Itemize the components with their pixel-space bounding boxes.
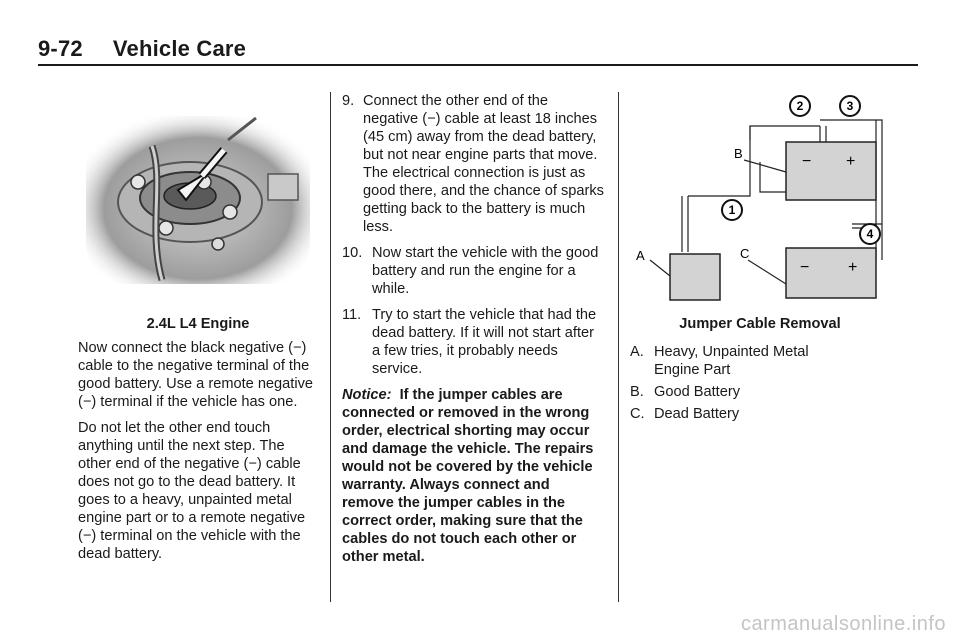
watermark: carmanualsonline.info [740, 613, 946, 635]
notice-text: If the jumper cables are connected or removed in the wrong order, electrical shorting may occur and damage the vehicle. The repairs would not be covered by the vehicle warranty. Always connect and remove the jumper cables in the correct order, making sure that the cables do not touch each other or other metal. [342, 387, 594, 565]
column-divider-2 [618, 92, 619, 602]
engine-illustration [78, 110, 318, 290]
label-a: A [636, 248, 645, 263]
paragraph-connect: Now connect the black negative (−) cable to the negative terminal of the good battery. Use a remote negative (−) terminal if the vehicle has one. [78, 340, 313, 410]
engine-caption: 2.4L L4 Engine [146, 316, 250, 332]
label-b: B [734, 146, 743, 161]
dead-battery-minus: − [800, 259, 810, 276]
header-rule [38, 64, 918, 66]
diagram-caption: Jumper Cable Removal [679, 316, 841, 332]
notice [342, 386, 604, 566]
page-header [38, 36, 246, 62]
step-10 [342, 244, 604, 298]
paragraph-warning: Do not let the other end touch anything until the next step. The other end of the negative (−) cable does not go to the dead battery. It goes to a heavy, unpainted metal engine part or to a remote negative (−) terminal on the vehicle with the dead battery. [78, 420, 306, 562]
legend-item-b [630, 383, 920, 401]
step-4-badge: 4 [866, 227, 874, 241]
step-number: 11. [342, 307, 362, 323]
step-number: 9. [342, 93, 355, 109]
notice-label: Notice: [342, 387, 392, 403]
column-2 [342, 92, 604, 574]
good-battery-plus: + [846, 153, 856, 170]
good-battery-minus: − [802, 153, 812, 170]
step-9 [342, 92, 604, 236]
page-number: 9-72 [38, 36, 83, 61]
legend-item-a [630, 343, 920, 379]
column-1 [78, 110, 318, 571]
step-text: Now start the vehicle with the good battery and run the engine for a while. [372, 245, 599, 297]
step-text: Try to start the vehicle that had the dead battery. If it will not start after a few tries, it probably needs service. [372, 307, 597, 377]
engine-part [670, 254, 720, 300]
step-2-badge: 2 [796, 99, 804, 113]
dead-battery-plus: + [848, 259, 858, 276]
legend-letter: A. [630, 344, 644, 360]
legend-letter: B. [630, 384, 644, 400]
step-1-badge: 1 [728, 203, 736, 217]
column-3 [630, 92, 920, 427]
step-text: Connect the other end of the negative (−) cable at least 18 inches (45 cm) away from the dead battery, but not near engine parts that move. The electrical connection is just as good there, and the chance of sparks getting back to the battery is much less. [363, 93, 604, 235]
legend-item-c [630, 405, 920, 423]
legend-text: Heavy, Unpainted Metal Engine Part [654, 344, 809, 378]
label-c: C [740, 246, 750, 261]
legend-text: Dead Battery [654, 406, 740, 422]
good-battery [786, 142, 876, 200]
jumper-cable-diagram [630, 92, 920, 308]
step-number: 10. [342, 245, 363, 261]
legend-text: Good Battery [654, 384, 740, 400]
column-divider-1 [330, 92, 331, 602]
step-11 [342, 306, 604, 378]
section-title: Vehicle Care [112, 36, 247, 61]
legend-letter: C. [630, 406, 645, 422]
step-3-badge: 3 [846, 99, 854, 113]
